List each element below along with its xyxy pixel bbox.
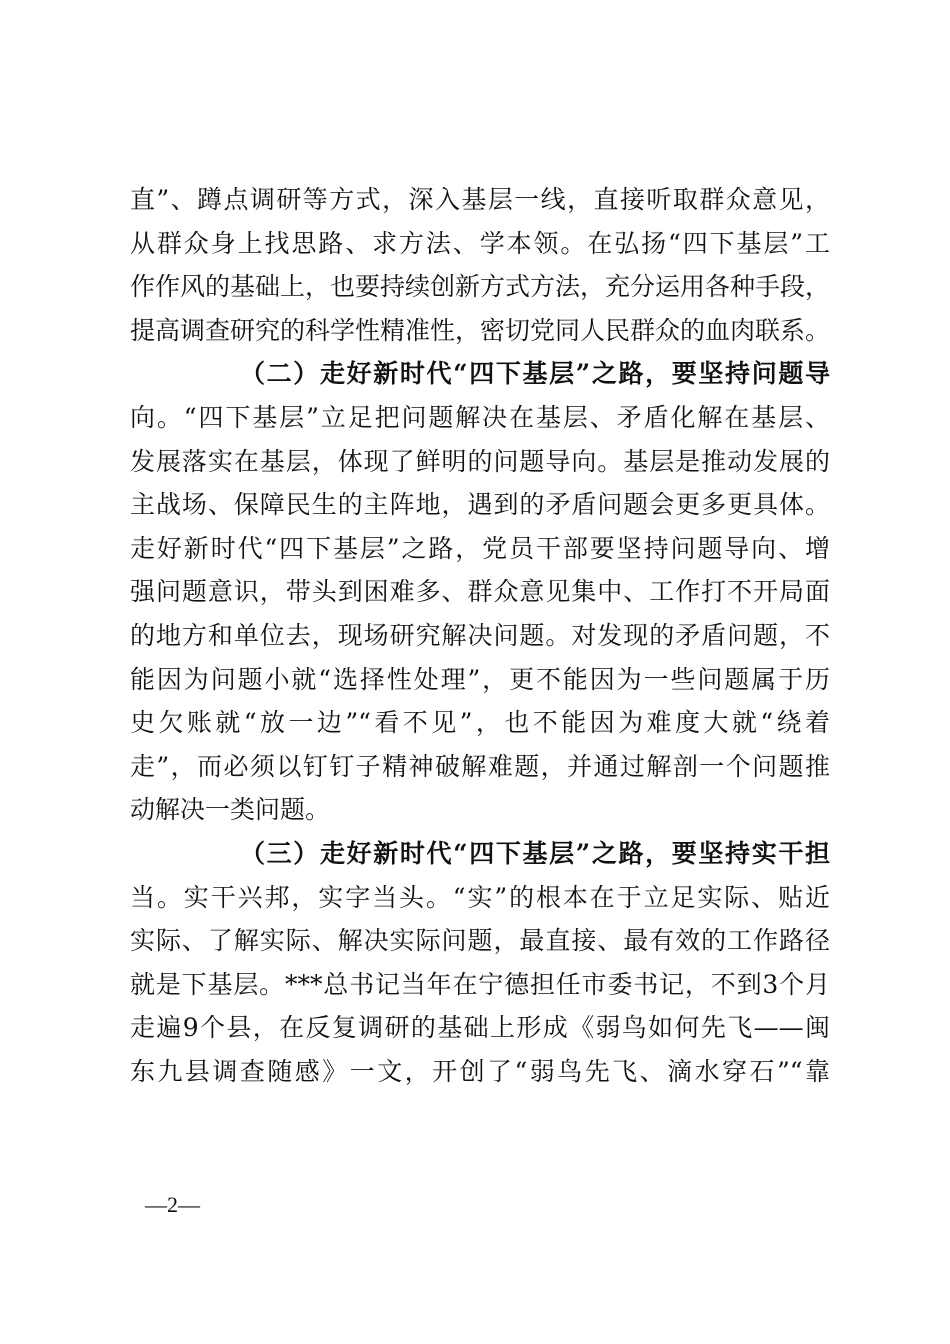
text-line: 提高调查研究的科学性精准性，密切党同人民群众的血肉联系。 — [130, 316, 831, 345]
text-line: 直”、蹲点调研等方式，深入基层一线，直接听取群众意见， — [130, 185, 830, 214]
section-heading-line: （二）走好新时代“四下基层”之路，要坚持问题导 — [240, 359, 830, 388]
text-line: 就是下基层。***总书记当年在宁德担任市委书记，不到3个月 — [130, 970, 830, 999]
text-line: 主战场、保障民生的主阵地，遇到的矛盾问题会更多更具体。 — [130, 490, 830, 519]
text-line: 走好新时代“四下基层”之路，党员干部要坚持问题导向、增 — [130, 534, 830, 563]
text-line: 强问题意识，带头到困难多、群众意见集中、工作打不开局面 — [130, 577, 830, 606]
text-line: 走遍9个县，在反复调研的基础上形成《弱鸟如何先飞——闽 — [130, 1013, 830, 1042]
text-line: 的地方和单位去，现场研究解决问题。对发现的矛盾问题，不 — [130, 621, 830, 650]
text-line: 作作风的基础上，也要持续创新方式方法，充分运用各种手段， — [130, 272, 831, 301]
text-line: 能因为问题小就“选择性处理”，更不能因为一些问题属于历 — [130, 665, 830, 694]
text-line: 东九县调查随感》一文，开创了“弱鸟先飞、滴水穿石”“靠 — [130, 1057, 830, 1086]
page-number: —2— — [145, 1192, 200, 1217]
text-line: 从群众身上找思路、求方法、学本领。在弘扬“四下基层”工 — [130, 229, 830, 258]
text-line: 向。“四下基层”立足把问题解决在基层、矛盾化解在基层、 — [130, 403, 830, 432]
section-heading-line: （三）走好新时代“四下基层”之路，要坚持实干担 — [240, 839, 830, 868]
text-line: 当。实干兴邦，实字当头。“实”的根本在于立足实际、贴近 — [130, 883, 830, 912]
text-line: 动解决一类问题。 — [130, 795, 331, 824]
text-line: 史欠账就“放一边”“看不见”，也不能因为难度大就“绕着 — [130, 708, 830, 737]
text-line: 发展落实在基层，体现了鲜明的问题导向。基层是推动发展的 — [130, 447, 830, 476]
text-line: 实际、了解实际、解决实际问题，最直接、最有效的工作路径 — [130, 926, 830, 955]
text-line: 走”，而必须以钉钉子精神破解难题，并通过解剖一个问题推 — [130, 752, 830, 781]
